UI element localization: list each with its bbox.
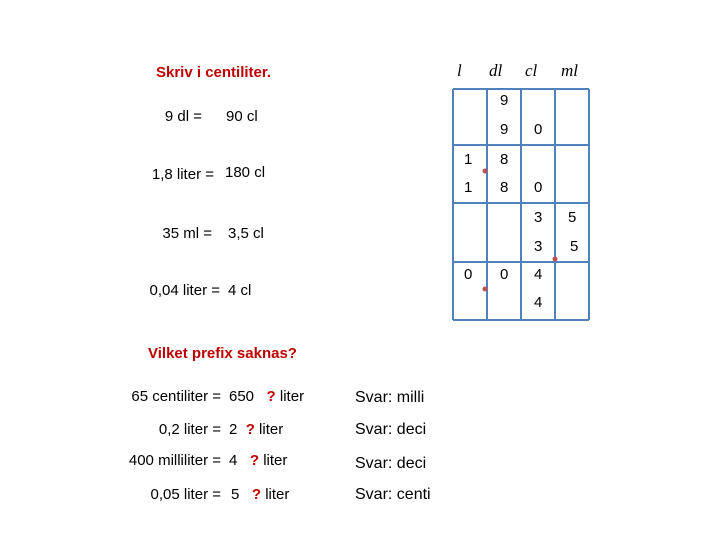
table-cell: 0 [534, 179, 543, 196]
prefix-value: 2 [229, 421, 238, 438]
prefix-value: 5 [231, 486, 240, 503]
conversion-answer: 180 cl [225, 164, 266, 181]
decimal-point-marker [553, 257, 558, 262]
prefix-value: 4 [229, 452, 238, 469]
table-cell: 9 [500, 121, 509, 138]
prefix-question-left: 0,2 liter = [158, 421, 221, 438]
table-cell: 0 [534, 121, 543, 138]
prefix-question-left: 0,05 liter = [150, 486, 221, 503]
table-cell: 4 [534, 294, 543, 311]
header-liter: l [457, 61, 462, 80]
header-centiliter: cl [525, 61, 538, 80]
conversion-left: 1,8 liter = [151, 166, 214, 183]
table-cell: 8 [500, 179, 509, 196]
missing-prefix-mark: ? [266, 388, 276, 405]
header-deciliter: dl [489, 61, 503, 80]
conversion-left: 0,04 liter = [149, 282, 220, 299]
prefix-answer: Svar: milli [355, 389, 425, 406]
prefix-value: 650 [229, 388, 255, 405]
table-cell: 0 [500, 266, 509, 283]
table-cell: 9 [500, 92, 509, 109]
decimal-point-marker [483, 169, 488, 174]
table-cell: 0 [464, 266, 473, 283]
prefix-answer: Svar: centi [355, 486, 431, 503]
prefix-question-right [229, 421, 283, 438]
decimal-point-marker [483, 287, 488, 292]
table-cell: 1 [464, 179, 473, 196]
conversion-left: 35 ml = [162, 225, 212, 242]
conversion-answer: 4 cl [228, 282, 252, 299]
table-cell: 3 [534, 209, 543, 226]
unit-table-lines [453, 89, 589, 320]
prefix-question-right [229, 388, 304, 405]
table-cell: 8 [500, 151, 509, 168]
prefix-question-left: 65 centiliter = [131, 388, 221, 405]
header-milliliter: ml [561, 61, 578, 80]
table-cell: 5 [568, 209, 577, 226]
missing-prefix-mark: ? [251, 486, 262, 503]
conversion-left: 9 dl = [164, 108, 202, 125]
conversion-answer: 3,5 cl [228, 225, 264, 242]
prefix-question-heading: Vilket prefix saknas? [148, 345, 297, 362]
prefix-unit: liter [259, 421, 284, 438]
table-cell: 1 [464, 151, 473, 168]
prefix-unit: liter [279, 388, 305, 405]
prefix-unit: liter [263, 452, 288, 469]
exercise-heading: Skriv i centiliter. [156, 64, 272, 81]
table-cell: 4 [534, 266, 543, 283]
missing-prefix-mark: ? [249, 452, 260, 469]
prefix-question-right [231, 486, 289, 503]
table-cell: 3 [534, 238, 543, 255]
prefix-answer: Svar: deci [355, 455, 427, 472]
prefix-question-left: 400 milliliter = [128, 452, 221, 469]
missing-prefix-mark: ? [245, 421, 255, 438]
prefix-unit: liter [265, 486, 290, 503]
prefix-question-right [229, 452, 287, 469]
prefix-answer: Svar: deci [355, 421, 427, 438]
table-cell: 5 [570, 238, 579, 255]
conversion-answer: 90 cl [226, 108, 258, 125]
